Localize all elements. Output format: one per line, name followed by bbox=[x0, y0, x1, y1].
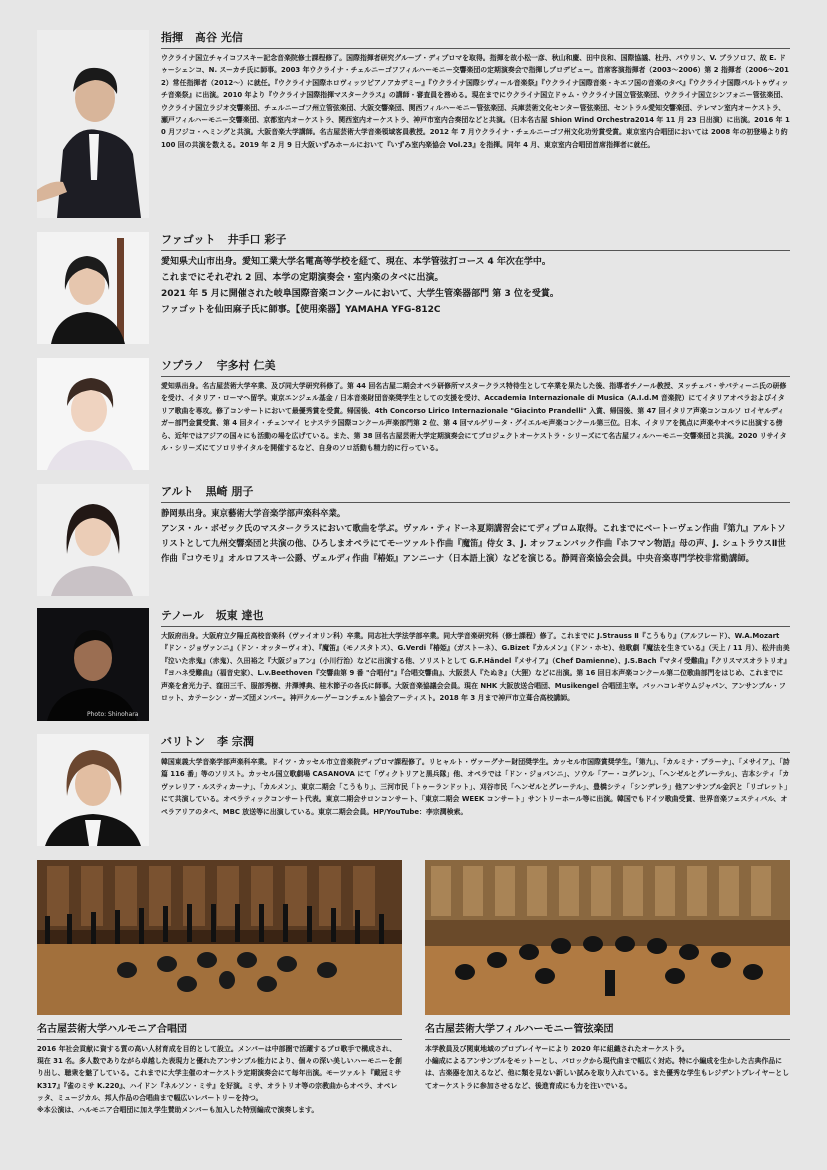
orchestra-title: 名古屋芸術大学フィルハーモニー管弦楽団 bbox=[425, 1022, 790, 1040]
tenor-bio: 大阪府出身。大阪府立夕陽丘高校音楽科（ヴァイオリン科）卒業。同志社大学法学部卒業。同大学音楽研究科（修士課程）修了。これまでに J.Strauss Ⅱ『こうもり』（アルフレード）、W.A.Mozart『ドン・ジョヴァンニ』（ドン・オッターヴィオ）、『魔笛』（モノスタトス）、G.Verdi『椿姫』（ガストーネ）、G.Bizet『カルメン』（ドン・ホセ）、他歌劇『魔法を生きている』（天上 / 11 月）、松井由美『泣いた赤鬼』（赤鬼）、久田裕之『大阪ジョアン』（小川行治）などに出演する他、ソリストとして G.F.Händel『メサイア』（Chef Damienne）、J.S.Bach『マタイ受難曲』『クリスマスオラトリオ』『ヨハネ受難曲』（福音史家）、L.v.Beethoven『交響曲第 9 番 "合唱付"』『合唱交響曲』、大阪芸人『たぬき』（大狸）などに出演。第 16 回日本声楽コンクール第二位歌曲部門をはじめ、これまでに声楽を倉光力子、窪田三千、服部秀樹、井澤博典、桂木節子の各氏に師事。大阪音楽協議会会員。現在 NHK 大阪放送合唱団、Musikengel 合唱団主宰。バッハコレギウムジャパン、アンサンブル・フロット、カテーシン・ガーズ団メンバー。神戸クルーゲーコンチェルト協会アーティスト。2018 年 3 月まで神戸市立葺合高校講師。 bbox=[161, 632, 790, 703]
baritone-name: 李 宗潤 bbox=[217, 735, 254, 748]
tenor-text bbox=[161, 608, 790, 704]
baritone-heading bbox=[161, 734, 790, 753]
conductor-text bbox=[161, 30, 790, 151]
tenor-heading bbox=[161, 608, 790, 627]
conductor-heading bbox=[161, 30, 790, 49]
baritone-role: バリトン bbox=[161, 735, 205, 748]
choir-desc: 2016 年社会貢献に資する質の高い人材育成を目的として設立。メンバーは中部圏で活躍するプロ歌手で構成され、現在 31 名。多人数でありながら卓越した表現力と優れたアンサンブル能力により、個々の深い美しいハーモニーを創り出し、聴衆を魅了している。これまでに大学主催のオーケストラ定期演奏会にて毎年出演。モーツァルト『戴冠ミサ K317』『雀のミサ K.220』、ハイドン『ネルソン・ミサ』を好演。ミサ、オラトリオ等の宗教曲からオペラ、オペレッタ、ミュージカル、邦人作品の合唱曲まで幅広いレパートリーを持つ。 ※本公演は、ハルモニア合唱団に加え学生賛助メンバーも加入した特別編成で演奏します。 bbox=[37, 1045, 402, 1115]
profile-bassoon bbox=[37, 232, 790, 344]
conductor-bio: ウクライナ国立チャイコフスキー記念音楽院修士課程修了。国際指揮者研究グループ・ディプロマを取得。指揮を故小松一彦、秋山和慶、田中良和、国際協議、杜丹、パウリン、V. ブラソロフ、故 E. ドゥーシェンコ、N. スーカチ氏に師事。2003 年ウクライナ・チェルニーゴフフィルハーモニー交響楽団の定期演奏会で指揮しプロデビュー。首席客演指揮者（2003～2006）第 2 指揮者（2006～2012）常任指揮者（2012～）に就任。『ウクライナ国際ホロヴィッツピアノアカデミー』『ウクライナ国際シヴィール音楽祭』『ウクライナ国際音楽・キエフ国の音楽のタベ』『ウクライナ国際バルトゥヴィッチ音楽祭』に出演。2010 年より『ウクライナ国際指揮マスタークラス』の講師・審査員を務める。現在までにウクライナ国立ドゥム・ウクライナ国立管弦楽団、ウクライナ国立シンフォニー管弦楽団、ウクライナ国立ラジオ交響楽団、チェルニーゴフ州立管弦楽団、大阪交響楽団、関西フィルハーモニー管弦楽団、兵庫芸術文化センター管弦楽団、セントラル愛知交響楽団、テレマン室内オーケストラ、瀬戸フィルハーモニー交響楽団、京都室内オーケストラ、関西室内オーケストラ、神戸市室内合奏団などと共演。（日本名古屋 Shion Wind Orchestra2014 年 11 月 23 日出演）に出演。2016 年 10 月フジコ・ヘミングと共演。大阪音楽大学講師。名古屋芸術大学音楽領域客員教授。2012 年 7 月ウクライナ・チェルニーゴフ州文化功労賞受賞。東京室内合唱団においては 2008 年の初登場より約 100 回の共演を数える。2019 年 2 月 9 日大阪いずみホールにおいて『いずみ室内楽協会 Vol.23』を指揮。同年 4 月、東京室内合唱団首席指揮者に就任。 bbox=[161, 54, 790, 149]
tenor-photo-credit: Photo: Shinohara bbox=[87, 711, 139, 718]
profile-alto bbox=[37, 484, 790, 596]
alto-photo bbox=[37, 484, 149, 596]
orchestra-photo bbox=[425, 860, 790, 1015]
soprano-bio: 愛知県出身。名古屋芸術大学卒業、及び同大学研究科修了。第 44 回名古屋二期会オペラ研修所マスタークラス特待生として卒業を果たした後、指導者チノール教授、ヌッチェバ・サバティーニ氏の研修を受け、イタリア・ローマへ留学。東京エンジェル基金 / 日本音楽財団音楽奨学生としての支援を受け、Accademia Internazionale di Musica（A.I.d.M 音楽院）にてイタリアオペラおよびイタリア歌曲を専攻。修了コンサートにおいて最優秀賞を受賞。帰国後、4th Concorso Lirico Internazionale "Giacinto Prandelli" 入賞、帰国後、第 47 回イタリア声楽コンコルソ ロイヤルディガー部門金賞受賞、第 4 回タイ・チェンマイ ヒナステラ国際コンクール声楽部門第 2 位、第 4 回マルゲリータ・グイエルモ声楽コンクール第三位。日本、イタリアを拠点に声楽やオペラに出演する傍ら、近年ではアジアの国々にも活動の場を広げている。また、第 38 回名古屋芸術大学定期演奏会にてプロジェクトオーケストラ・シリーズにて名古屋フィルハーモニー交響楽団と共演。2020 リサイタル・シリーズにてソロリサイタルを開催するなど、自身のソロ活動も精力的に行っている。 bbox=[161, 382, 787, 453]
soprano-text bbox=[161, 358, 790, 454]
ensemble-orchestra bbox=[425, 860, 790, 1092]
alto-heading bbox=[161, 484, 790, 503]
soprano-photo bbox=[37, 358, 149, 470]
soprano-name: 宇多村 仁美 bbox=[216, 359, 276, 372]
bassoon-text bbox=[161, 232, 790, 318]
choir-photo bbox=[37, 860, 402, 1015]
profile-tenor bbox=[37, 608, 790, 721]
bassoon-heading bbox=[161, 232, 790, 251]
alto-role: アルト bbox=[161, 485, 194, 498]
conductor-role: 指揮 bbox=[161, 31, 183, 44]
tenor-role: テノール bbox=[161, 609, 204, 622]
alto-name: 黒崎 朋子 bbox=[205, 485, 254, 498]
tenor-name: 坂東 達也 bbox=[215, 609, 264, 622]
profile-conductor bbox=[37, 30, 790, 218]
bassoon-bio: 愛知県犬山市出身。愛知工業大学名電高等学校を経て、現在、本学管弦打コース 4 年次在学中。 これまでにそれぞれ 2 回、本学の定期演奏会・室内楽のタベに出演。 2021 年 5 月に開催された岐阜国際音楽コンクールにおいて、大学生管楽器部門 第 3 位を受賞。 ファゴットを仙田麻子氏に師事。【使用楽器】YAMAHA YFG-812C bbox=[161, 257, 559, 315]
bassoon-photo bbox=[37, 232, 149, 344]
conductor-name: 髙谷 光信 bbox=[195, 31, 243, 44]
orchestra-desc: 本学教員及び関東地域のプロプレイヤーにより 2020 年に組織されたオーケストラ。 小編成によるアンサンブルをモットーとし、バロックから現代曲まで幅広く対応。特に小編成を生かした古典作品には、古楽器を加えるなど、他に類を見ない新しい試みを取り入れている。また優秀な学生もレジデントプレイヤーとしてオーケストラに参加させるなど、後進育成にも力を注いでいる。 bbox=[425, 1045, 790, 1090]
ensemble-choir bbox=[37, 860, 402, 1116]
profile-baritone bbox=[37, 734, 790, 846]
alto-text bbox=[161, 484, 790, 566]
soprano-heading bbox=[161, 358, 790, 377]
bassoon-role: ファゴット bbox=[161, 233, 216, 246]
baritone-bio: 韓国東義大学音楽学部声楽科卒業。ドイツ・カッセル市立音楽院ディプロマ課程修了。リヒャルト・ヴァーグナー財団奨学生。カッセル市国際賞奨学生。「第九」、「カルミナ・ブラーナ」、「メサイア」、「詩篇 116 番」等のソリスト。カッセル国立歌劇場 CASANOVA にて「ヴィクトリアと黒兵隊」他、オペラでは「ドン・ジョバンニ」、ソウル「アー・コグレン」、「ヘンゼルとグレーテル」、吉本シティ「カヴァレリア・ルスティカーナ」、「カルメン」、東京二期会「こうもり」、三河市民「トゥーランドット」、刈谷市民「ヘンゼルとグレーテル」、豊橋シティ「シンデレラ」他アンサンブル金沢と「リゴレット」にて共演している。オペラティックコンサート代表。東京二期会サロンコンサート、「東京二期会 WEEK コンサート」サントリーホール等に出演。韓国でもドイツ歌曲受賞、世界音楽フェスティバル、オペラアリアのタベ、MBC 放送等に出演している。東京二期会会員。HP/YouTube：李宗潤検索。 bbox=[161, 758, 790, 816]
alto-bio: 静岡県出身。東京藝術大学音楽学部声楽科卒業。 アンヌ・ル・ボゼック氏のマスタークラスにおいて歌曲を学ぶ。ヴァル・ティドーネ夏期講習会にてディプロム取得。これまでにベートーヴェン作曲『第九』アルトソリストとして九州交響楽団と共演の他、ひろしまオペラにてモーツァルト作曲『魔笛』侍女 3、J. オッフェンバック作曲『ホフマン物語』母の声、J. シュトラウスⅡ世作曲『コウモリ』オルロフスキー公爵、ヴェルディ作曲『椿姫』アンニーナ（日本語上演）などを演じる。静岡音楽協会会員。中央音楽専門学校非常勤講師。 bbox=[161, 508, 786, 563]
baritone-text bbox=[161, 734, 790, 818]
choir-title: 名古屋芸術大学ハルモニア合唱団 bbox=[37, 1022, 402, 1040]
profile-soprano bbox=[37, 358, 790, 470]
tenor-photo bbox=[37, 608, 149, 721]
conductor-photo bbox=[37, 30, 149, 218]
baritone-photo bbox=[37, 734, 149, 846]
soprano-role: ソプラノ bbox=[161, 359, 205, 372]
bassoon-name: 井手口 彩子 bbox=[227, 233, 287, 246]
